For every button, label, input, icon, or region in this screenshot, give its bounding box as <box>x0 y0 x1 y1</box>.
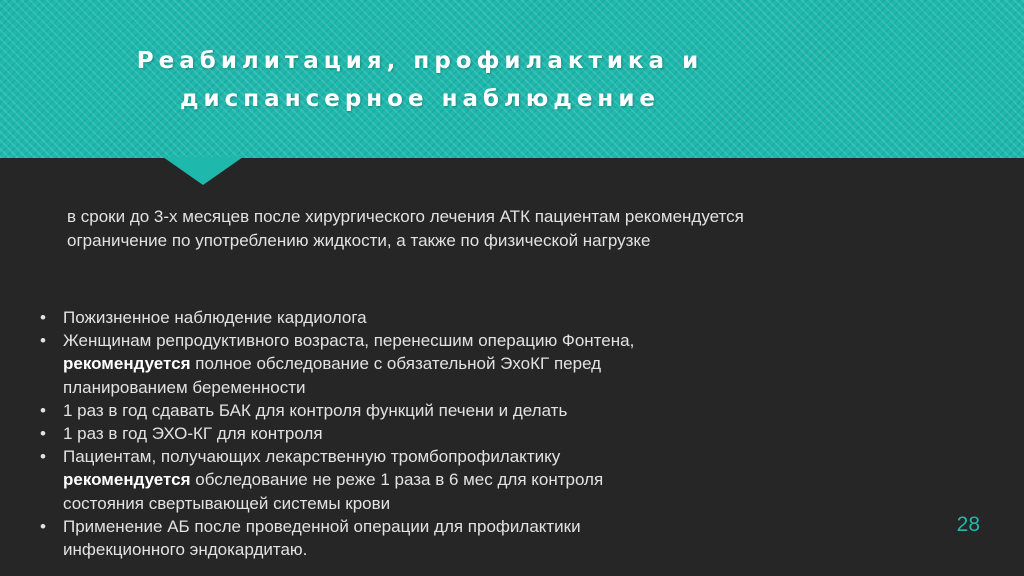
list-item-text: • Применение АБ после проведенной операции для профилактики <box>63 516 581 536</box>
list-item-text: • Пожизненное наблюдение кардиолога <box>63 308 367 327</box>
list-item-text: • 1 раз в год ЭХО-КГ для контроля <box>63 424 323 444</box>
list-item <box>40 445 800 515</box>
page-number: 28 <box>956 513 980 536</box>
emphasis-text: рекомендуется <box>63 470 191 490</box>
title-banner <box>0 0 1024 158</box>
slide-title-line-1: Реабилитация, профилактика и <box>136 48 704 74</box>
emphasis-text: рекомендуется <box>63 354 191 374</box>
list-item-text <box>63 468 800 491</box>
recommendations-list <box>40 306 800 561</box>
list-item-text: • Пациентам, получающих лекарственную тромбопрофилактику <box>63 447 561 467</box>
intro-paragraph <box>67 205 947 253</box>
slide-title-line-2: диспансерное наблюдение <box>179 86 661 112</box>
list-item <box>40 329 800 399</box>
slide-title <box>80 42 760 118</box>
list-item <box>40 306 800 329</box>
list-item-text: инфекционного эндокардитаю. <box>63 540 308 560</box>
list-item-text-part: полное обследование с обязательной ЭхоКГ перед <box>190 354 602 374</box>
banner-notch <box>163 157 243 185</box>
intro-line-2: ограничение по употреблению жидкости, а также по физической нагрузке <box>67 231 651 250</box>
intro-line-1: в сроки до 3-х месяцев после хирургического лечения АТК пациентам рекомендуется <box>67 207 744 226</box>
list-item-text: • Женщинам репродуктивного возраста, перенесшим операцию Фонтена, <box>63 331 635 351</box>
list-item <box>40 399 800 422</box>
list-item <box>40 422 800 445</box>
list-item <box>40 515 800 561</box>
list-item-text: состояния свертывающей системы крови <box>63 493 391 513</box>
list-item-text: • 1 раз в год сдавать БАК для контроля функций печени и делать <box>63 400 568 420</box>
list-item-text <box>63 352 800 375</box>
list-item-text: планированием беременности <box>63 377 306 397</box>
list-item-text-part: обследование не реже 1 раза в 6 мес для контроля <box>190 470 604 490</box>
